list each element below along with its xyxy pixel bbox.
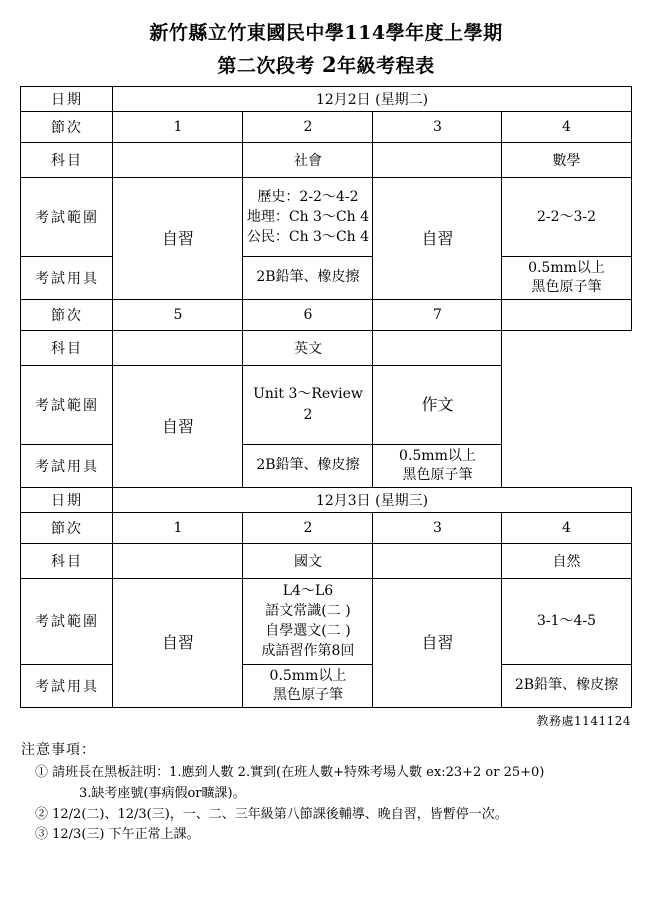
day2-scope-2 <box>243 578 373 664</box>
tools-line: 0.5mm以上 <box>269 667 347 684</box>
scope-line: 地理：Ch 3～Ch 4 <box>246 208 370 225</box>
tools-line: 黑色原子筆 <box>402 466 473 483</box>
label-scope: 考試範圍 <box>21 365 113 444</box>
day1-period-2: 2 <box>243 112 373 143</box>
office-stamp: 教務處1141124 <box>536 713 631 728</box>
day1-scope-7: 作文 <box>373 365 502 444</box>
tools-line: 0.5mm以上 <box>399 447 476 464</box>
label-tools: 考試用具 <box>21 444 113 487</box>
day2-subject-4: 自然 <box>502 543 631 578</box>
page-title-line2 <box>14 51 638 78</box>
label-tools: 考試用具 <box>21 257 113 300</box>
table-row <box>21 487 631 512</box>
table-row <box>21 87 631 112</box>
day2-period-3: 3 <box>373 512 502 543</box>
day1-period-blank <box>502 299 631 330</box>
day1-tools-6: 2B鉛筆、橡皮擦 <box>243 444 373 487</box>
schedule-table <box>20 86 631 708</box>
day1-period-7: 7 <box>373 299 502 330</box>
day2-subject-1 <box>113 543 243 578</box>
day1-subject-5 <box>113 330 243 365</box>
label-scope: 考試範圍 <box>21 578 113 664</box>
table-row <box>21 178 631 257</box>
table-row <box>21 299 631 330</box>
day1-period-4: 4 <box>502 112 631 143</box>
day2-period-2: 2 <box>243 512 373 543</box>
scope-line: 公民：Ch 3～Ch 4 <box>246 229 370 246</box>
label-date: 日期 <box>21 487 113 512</box>
day1-scope-2 <box>243 178 373 257</box>
label-date: 日期 <box>21 87 113 112</box>
title-exam-label: 第二次段考 <box>217 55 315 77</box>
day2-tools-4: 2B鉛筆、橡皮擦 <box>502 664 631 707</box>
label-subject: 科目 <box>21 330 113 365</box>
day1-scope-3: 自習 <box>373 178 502 300</box>
day2-period-1: 1 <box>113 512 243 543</box>
day1-date: 12月2日 (星期二) <box>113 87 631 112</box>
scope-line: 語文常識(二 ) <box>265 602 351 619</box>
day1-tools-4 <box>502 257 631 300</box>
day1-subject-6: 英文 <box>243 330 373 365</box>
label-subject: 科目 <box>21 143 113 178</box>
note-item-1: ① 請班長在黑板註明：1.應到人數 2.實到(在班人數+特殊考場人數 ex:23+2 or 25+0) <box>35 764 545 780</box>
tools-line: 黑色原子筆 <box>272 686 343 703</box>
table-row <box>21 143 631 178</box>
empty-cell <box>502 330 631 487</box>
label-period: 節次 <box>21 299 113 330</box>
day1-period-5: 5 <box>113 299 243 330</box>
title-grade-number: 2 <box>322 52 338 77</box>
scope-line: 自學選文(二 ) <box>265 623 351 640</box>
day2-subject-2: 國文 <box>243 543 373 578</box>
day1-subject-4: 數學 <box>502 143 631 178</box>
notes-title: 注意事項： <box>21 741 96 758</box>
scope-line: L4～L6 <box>282 582 334 599</box>
day1-subject-1 <box>113 143 243 178</box>
table-row <box>21 330 631 365</box>
day2-scope-4: 3-1～4-5 <box>502 578 631 664</box>
label-period: 節次 <box>21 512 113 543</box>
day1-scope-1: 自習 <box>113 178 243 300</box>
day1-subject-2: 社會 <box>243 143 373 178</box>
note-item-1-sub: 3.缺考座號(事病假or曠課)。 <box>79 785 246 801</box>
tools-line: 0.5mm以上 <box>528 260 605 276</box>
note-item-3: ③ 12/3(三) 下午正常上課。 <box>35 827 200 843</box>
table-row <box>21 257 631 300</box>
page-title-line1: 新竹縣立竹東國民中學114學年度上學期 <box>149 22 503 44</box>
day2-date: 12月3日 (星期三) <box>113 487 631 512</box>
day1-tools-2: 2B鉛筆、橡皮擦 <box>243 257 373 300</box>
day1-subject-7 <box>373 330 502 365</box>
day1-period-3: 3 <box>373 112 502 143</box>
day2-scope-1: 自習 <box>113 578 243 707</box>
label-subject: 科目 <box>21 543 113 578</box>
table-row <box>21 543 631 578</box>
table-row <box>21 512 631 543</box>
day2-scope-3: 自習 <box>373 578 502 707</box>
day1-tools-7 <box>373 444 502 487</box>
note-item-2: ② 12/2(二)、12/3(三)，一、二、三年級第八節課後輔導、晚自習，皆暫停一次。 <box>35 806 508 822</box>
day1-scope-6: Unit 3～Review 2 <box>243 365 373 444</box>
day2-tools-2 <box>243 664 373 707</box>
day1-period-1: 1 <box>113 112 243 143</box>
day1-subject-3 <box>373 143 502 178</box>
label-tools: 考試用具 <box>21 664 113 707</box>
scope-line: 成語習作第8回 <box>261 643 355 660</box>
day1-period-6: 6 <box>243 299 373 330</box>
tools-line: 黑色原子筆 <box>531 278 602 295</box>
title-suffix: 年級考程表 <box>337 55 435 77</box>
table-row <box>21 112 631 143</box>
day1-scope-4: 2-2～3-2 <box>502 178 631 257</box>
table-row <box>21 664 631 707</box>
day2-subject-3 <box>373 543 502 578</box>
day1-scope-5: 自習 <box>113 365 243 487</box>
day2-period-4: 4 <box>502 512 631 543</box>
label-period: 節次 <box>21 112 113 143</box>
label-scope: 考試範圍 <box>21 178 113 257</box>
notes-section <box>21 739 631 847</box>
table-row <box>21 578 631 664</box>
scope-line: 歷史：2-2～4-2 <box>257 188 359 205</box>
